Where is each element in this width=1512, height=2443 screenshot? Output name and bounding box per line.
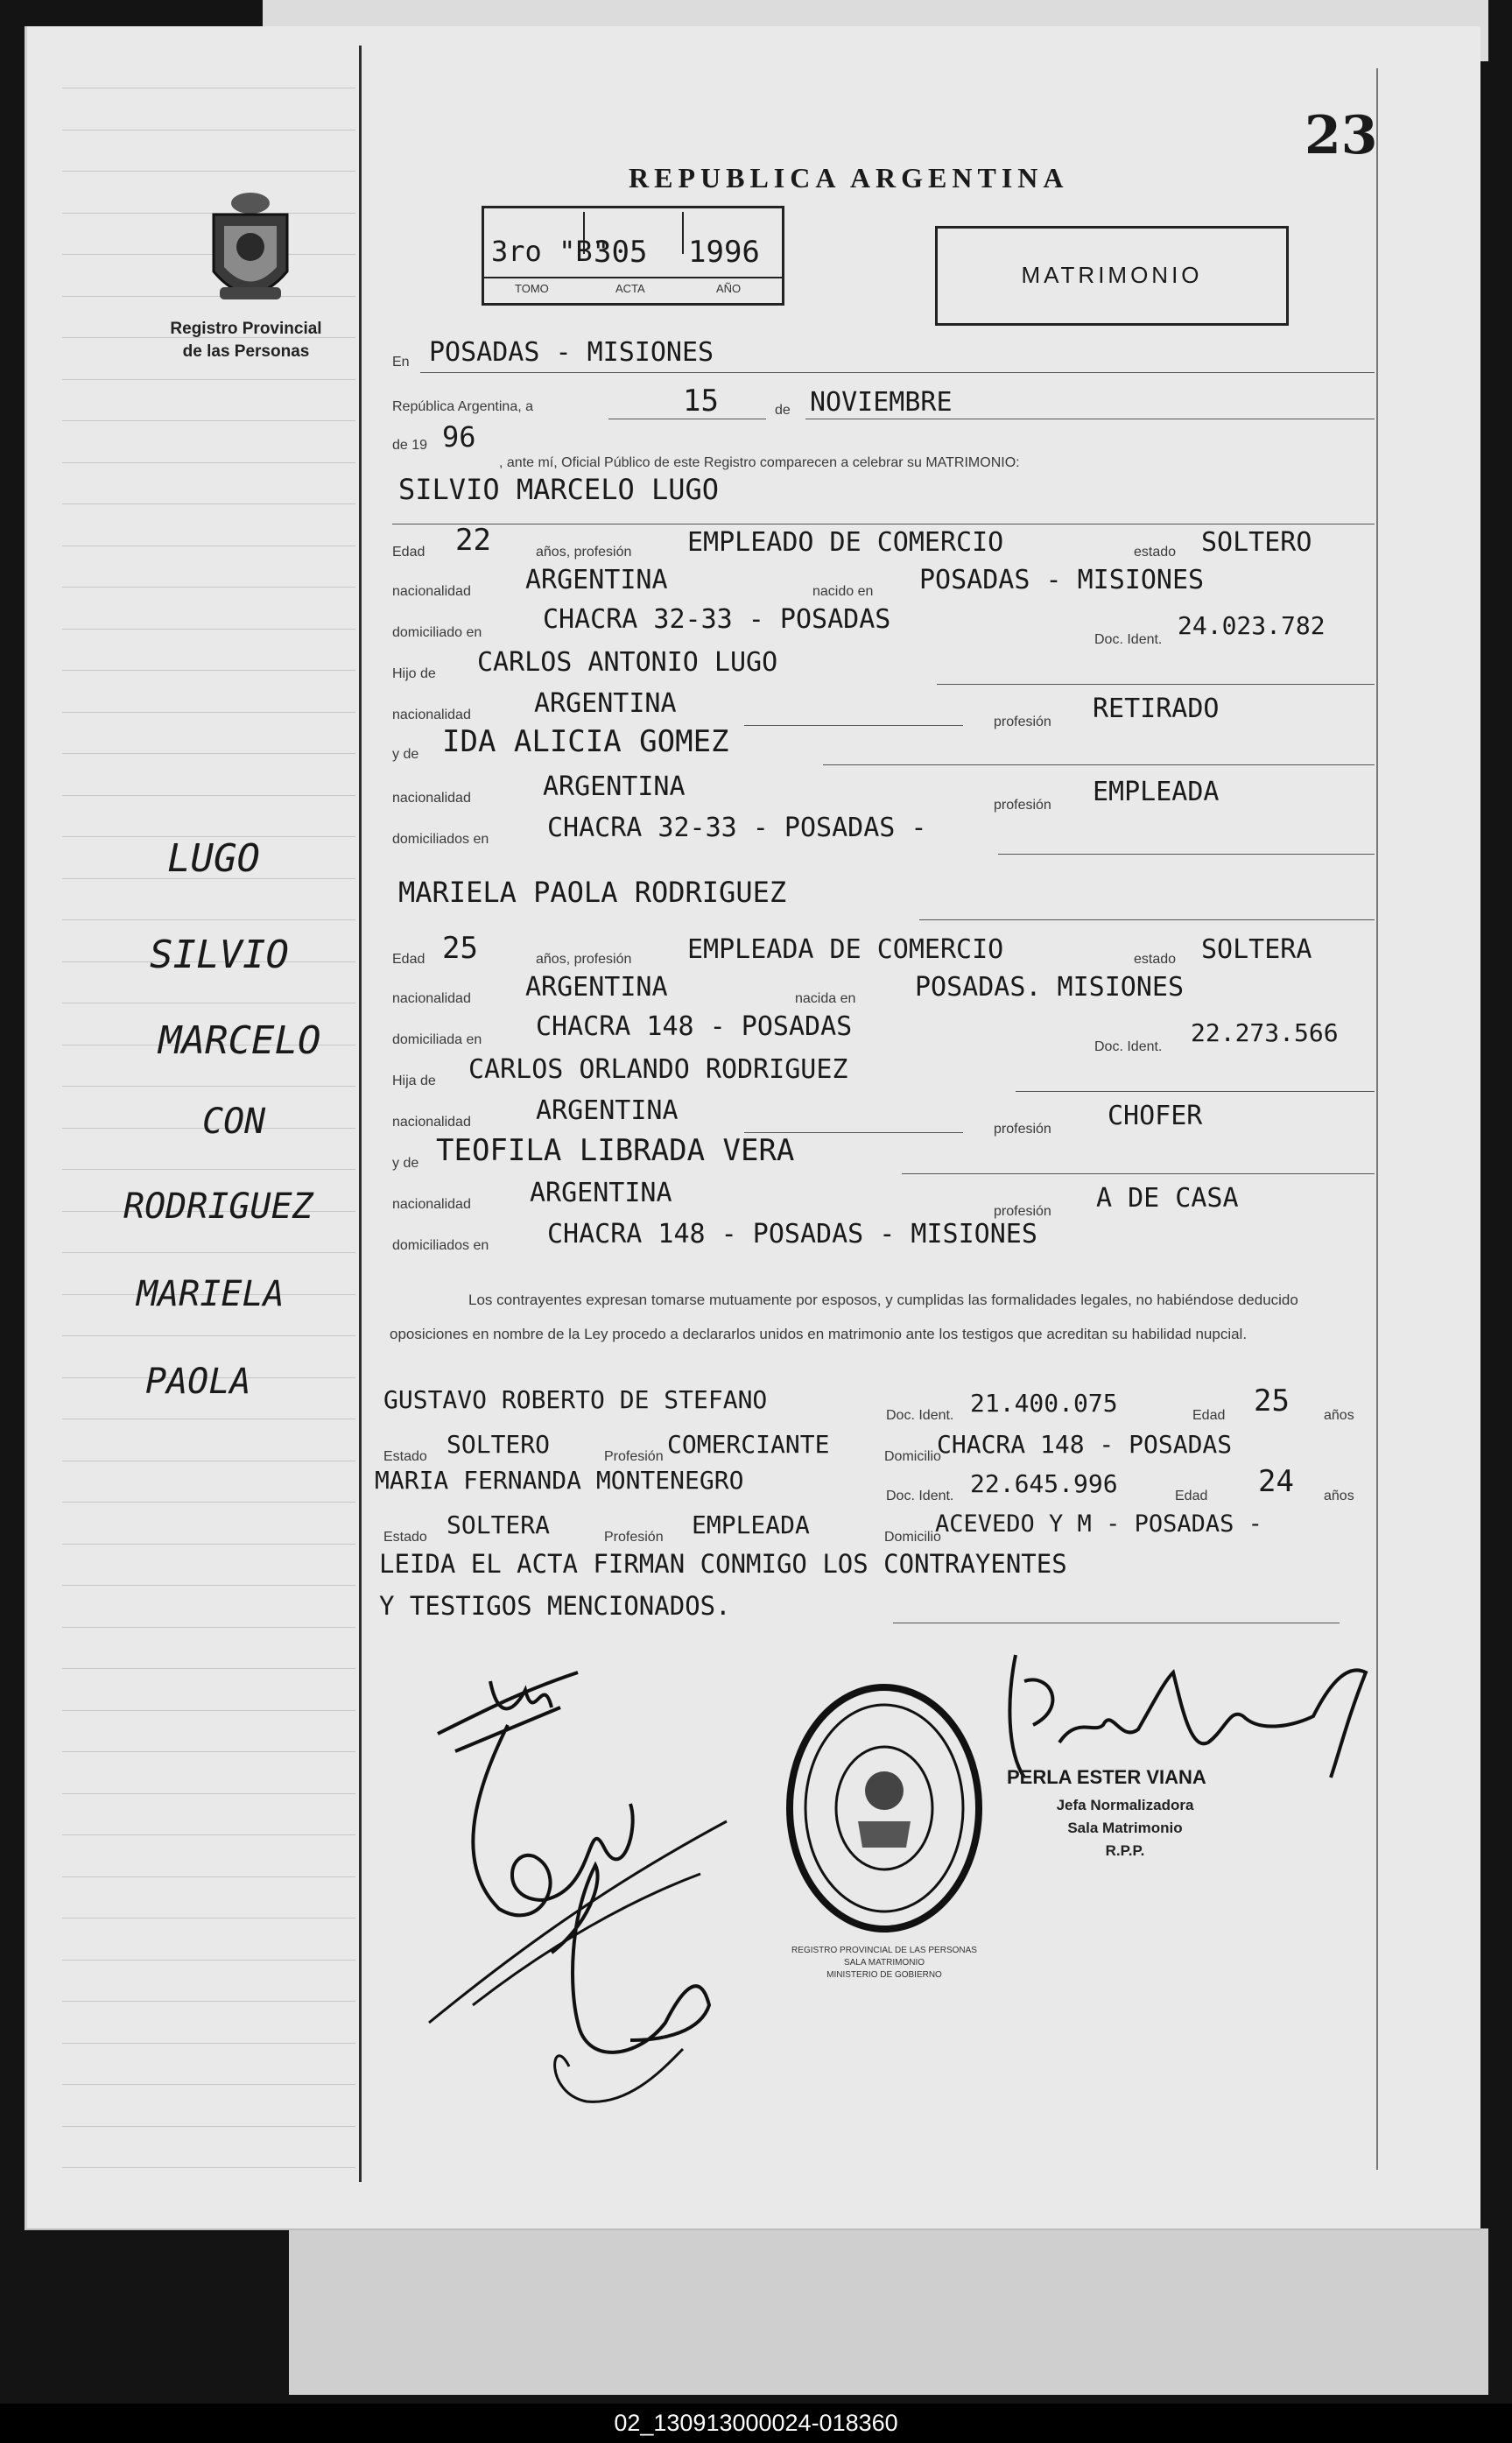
label-en: En: [392, 355, 410, 370]
label-profesion: profesión: [994, 798, 1051, 813]
form-underline: [823, 764, 1375, 765]
label-estado: Estado: [383, 1449, 427, 1464]
groom-age: 22: [455, 523, 491, 558]
groom-father-nationality: ARGENTINA: [534, 688, 677, 719]
groom-father: CARLOS ANTONIO LUGO: [477, 647, 778, 678]
label-domicilio: Domicilio: [884, 1530, 941, 1545]
label-nacionalidad: nacionalidad: [392, 708, 471, 722]
label-estado: Estado: [383, 1530, 427, 1545]
label-profesion: Profesión: [604, 1449, 664, 1464]
margin-rule: [62, 2126, 355, 2127]
seal-inner-text: SALA MATRIMONIO: [843, 1958, 925, 1968]
label-nacionalidad: nacionalidad: [392, 791, 471, 806]
seal-text: REGISTRO PROVINCIAL DE LAS PERSONAS: [791, 1946, 977, 1955]
witness2-address: ACEVEDO Y M - POSADAS -: [935, 1510, 1262, 1538]
margin-rule: [62, 1960, 355, 1961]
margin-rule: [62, 462, 355, 463]
groom-mother-nationality: ARGENTINA: [543, 771, 686, 802]
label-profesion: profesión: [994, 1122, 1051, 1137]
field-place: POSADAS - MISIONES: [429, 337, 714, 368]
form-underline: [744, 725, 963, 726]
margin-note: LUGO: [167, 836, 260, 881]
margin-rule: [62, 712, 355, 713]
footer-code: 02_130913000024-018360: [0, 2404, 1512, 2443]
groom-name: SILVIO MARCELO LUGO: [398, 473, 720, 506]
record-type: MATRIMONIO: [1021, 262, 1203, 288]
bride-father-profession: CHOFER: [1108, 1101, 1203, 1131]
witness1-address: CHACRA 148 - POSADAS: [937, 1430, 1233, 1459]
label-nacionalidad: nacionalidad: [392, 1197, 471, 1212]
register-page: [25, 26, 1480, 2230]
label-estado: estado: [1134, 545, 1177, 560]
witness1-doc: 21.400.075: [970, 1389, 1118, 1418]
seal-bottom-text: MINISTERIO DE GOBIERNO: [826, 1970, 942, 1980]
label-edad: Edad: [392, 545, 425, 560]
margin-rule: [62, 1710, 355, 1711]
margin-rule: [62, 2167, 355, 2168]
witness1-status: SOLTERO: [447, 1430, 551, 1459]
label-domiciliados-en: domiciliados en: [392, 832, 489, 847]
label-hijo-de: Hijo de: [392, 666, 436, 681]
label-de19: de 19: [392, 438, 428, 453]
right-margin-line: [1376, 68, 1378, 2170]
label-domiciliada-en: domiciliada en: [392, 1032, 482, 1047]
witness2-profession: EMPLEADA: [692, 1510, 810, 1539]
form-underline: [919, 919, 1375, 920]
margin-rule: [62, 587, 355, 588]
margin-rule: [62, 1834, 355, 1835]
label-nacida-en: nacida en: [795, 991, 856, 1006]
form-underline: [392, 524, 1375, 525]
label-anos: años: [1324, 1408, 1354, 1423]
bride-father-nationality: ARGENTINA: [536, 1095, 679, 1126]
form-underline: [998, 854, 1375, 855]
ano-label: AÑO: [716, 282, 742, 295]
tomo-value: 3ro "B": [491, 235, 609, 268]
label-doc-ident: Doc. Ident.: [886, 1408, 954, 1423]
acta-label: ACTA: [615, 282, 645, 295]
label-domiciliado-en: domiciliado en: [392, 625, 482, 640]
bride-nationality: ARGENTINA: [525, 972, 668, 1003]
label-estado: estado: [1134, 952, 1177, 967]
country-title: REPUBLICA ARGENTINA: [629, 162, 1069, 194]
form-underline: [1016, 1091, 1375, 1092]
margin-rule: [62, 795, 355, 796]
margin-rule: [62, 2001, 355, 2002]
margin-rule: [62, 1793, 355, 1794]
label-de: de: [775, 403, 791, 418]
witness1-name: GUSTAVO ROBERTO DE STEFANO: [383, 1385, 768, 1414]
label-nacionalidad: nacionalidad: [392, 584, 471, 599]
groom-mother-profession: EMPLEADA: [1093, 777, 1220, 807]
margin-note: MARCELO: [158, 1018, 321, 1063]
label-profesion: profesión: [994, 715, 1051, 729]
label-profesion: Profesión: [604, 1530, 664, 1545]
record-type-box: [935, 226, 1289, 326]
margin-rule: [62, 420, 355, 421]
officer-title: Jefa Normalizadora: [1056, 1797, 1194, 1813]
label-nacido-en: nacido en: [812, 584, 874, 599]
page-edge-bottom: [289, 2228, 1488, 2395]
margin-rule: [62, 1668, 355, 1669]
margin-rule: [62, 1252, 355, 1253]
witness2-age: 24: [1258, 1464, 1294, 1499]
witness2-status: SOLTERA: [447, 1510, 551, 1539]
margin-note: PAOLA: [145, 1362, 251, 1402]
label-y-de: y de: [392, 1156, 419, 1171]
groom-mother: IDA ALICIA GOMEZ: [442, 724, 729, 759]
bride-age: 25: [442, 931, 478, 966]
bride-mother-profession: A DE CASA: [1096, 1183, 1239, 1214]
label-doc-ident: Doc. Ident.: [1094, 632, 1163, 647]
margin-rule: [62, 1585, 355, 1586]
margin-rule: [62, 629, 355, 630]
form-underline: [420, 372, 1375, 373]
label-edad: Edad: [392, 952, 425, 967]
margin-rule: [62, 1751, 355, 1752]
label-edad: Edad: [1192, 1408, 1226, 1423]
margin-rule: [62, 503, 355, 504]
margin-rule: [62, 1169, 355, 1170]
margin-rule: [62, 1502, 355, 1503]
label-republica: República Argentina, a: [392, 399, 533, 414]
registry-name: Registro Provincial de las Personas: [170, 320, 322, 361]
margin-rule: [62, 2043, 355, 2044]
form-underline: [937, 684, 1375, 685]
label-profesion: profesión: [994, 1204, 1051, 1219]
margin-rule: [62, 1627, 355, 1628]
label-nacionalidad: nacionalidad: [392, 1115, 471, 1130]
label-nacionalidad: nacionalidad: [392, 991, 471, 1006]
groom-address: CHACRA 32-33 - POSADAS: [543, 604, 891, 635]
bride-birthplace: POSADAS. MISIONES: [915, 972, 1185, 1003]
closing-handwritten-line2: Y TESTIGOS MENCIONADOS.: [379, 1591, 731, 1621]
groom-birthplace: POSADAS - MISIONES: [919, 565, 1205, 595]
groom-father-profession: RETIRADO: [1093, 693, 1220, 724]
page-number: 23: [1305, 105, 1378, 166]
margin-rule: [62, 1335, 355, 1336]
margin-note: SILVIO: [150, 933, 289, 977]
acta-value: 305: [594, 235, 648, 270]
witness2-doc: 22.645.996: [970, 1469, 1118, 1498]
bride-parents-address: CHACRA 148 - POSADAS - MISIONES: [547, 1219, 1037, 1250]
label-domicilio: Domicilio: [884, 1449, 941, 1464]
witness1-profession: COMERCIANTE: [667, 1430, 830, 1459]
margin-rule: [62, 1544, 355, 1545]
tomo-acta-ano-box: [482, 206, 784, 306]
margin-rule: [62, 171, 355, 172]
groom-status: SOLTERO: [1201, 527, 1312, 558]
groom-parents-address: CHACRA 32-33 - POSADAS -: [547, 813, 927, 843]
margin-rule: [62, 753, 355, 754]
ano-value: 1996: [688, 235, 760, 270]
bride-address: CHACRA 148 - POSADAS: [536, 1011, 853, 1042]
bride-mother: TEOFILA LIBRADA VERA: [436, 1133, 795, 1168]
closing-handwritten-line1: LEIDA EL ACTA FIRMAN CONMIGO LOS CONTRAYENTES: [379, 1549, 1067, 1579]
bride-doc: 22.273.566: [1191, 1018, 1339, 1047]
bride-profession: EMPLEADA DE COMERCIO: [687, 934, 1004, 965]
label-domiciliados-en: domiciliados en: [392, 1238, 489, 1253]
field-month: NOVIEMBRE: [810, 387, 953, 418]
margin-rule: [62, 1086, 355, 1087]
label-hija-de: Hija de: [392, 1074, 436, 1088]
label-y-de: y de: [392, 747, 419, 762]
bride-name: MARIELA PAOLA RODRIGUEZ: [398, 876, 787, 909]
official-seal: [784, 1681, 985, 1935]
bride-mother-nationality: ARGENTINA: [530, 1178, 672, 1208]
label-doc-ident: Doc. Ident.: [886, 1489, 954, 1503]
label-anos: años: [1324, 1489, 1354, 1503]
label-anos-profesion: años, profesión: [536, 545, 632, 560]
label-doc-ident: Doc. Ident.: [1094, 1039, 1163, 1054]
tomo-label: TOMO: [515, 282, 549, 295]
officer-dept: Sala Matrimonio: [1067, 1820, 1183, 1836]
margin-rule: [62, 379, 355, 380]
witness2-name: MARIA FERNANDA MONTENEGRO: [375, 1466, 744, 1495]
officer-org: R.P.P.: [1105, 1842, 1145, 1859]
form-underline: [902, 1173, 1375, 1174]
margin-rule: [62, 2084, 355, 2085]
margin-note: MARIELA: [137, 1274, 285, 1314]
margin-rule: [62, 670, 355, 671]
provincial-coat-of-arms-icon: [198, 184, 303, 320]
closing-printed-text: Los contrayentes expresan tomarse mutuamente por esposos, y cumplidas las formalidades legales, no habiéndose deducido oposiciones en nombre de la Ley procedo a declararlos unidos en matrimonio ante los testigos que acreditan su habilidad nupcial.: [390, 1292, 1298, 1342]
bride-status: SOLTERA: [1201, 934, 1312, 965]
margin-rule: [62, 919, 355, 920]
groom-doc: 24.023.782: [1178, 611, 1326, 640]
label-anos-profesion: años, profesión: [536, 952, 632, 967]
groom-nationality: ARGENTINA: [525, 565, 668, 595]
margin-note: CON: [202, 1102, 266, 1142]
margin-divider: [359, 46, 362, 2182]
signature-scribbles: [420, 1655, 735, 2110]
field-year: 96: [442, 420, 476, 454]
label-edad: Edad: [1175, 1489, 1208, 1503]
margin-note: RODRIGUEZ: [123, 1186, 313, 1227]
field-day: 15: [683, 384, 719, 419]
bride-father: CARLOS ORLANDO RODRIGUEZ: [468, 1054, 848, 1085]
label-ante-mi: , ante mí, Oficial Público de este Registro comparecen a celebrar su MATRIMONIO:: [499, 455, 1020, 470]
margin-rule: [62, 1876, 355, 1877]
witness1-age: 25: [1254, 1383, 1290, 1419]
groom-profession: EMPLEADO DE COMERCIO: [687, 527, 1004, 558]
officer-name: PERLA ESTER VIANA: [1007, 1766, 1206, 1788]
